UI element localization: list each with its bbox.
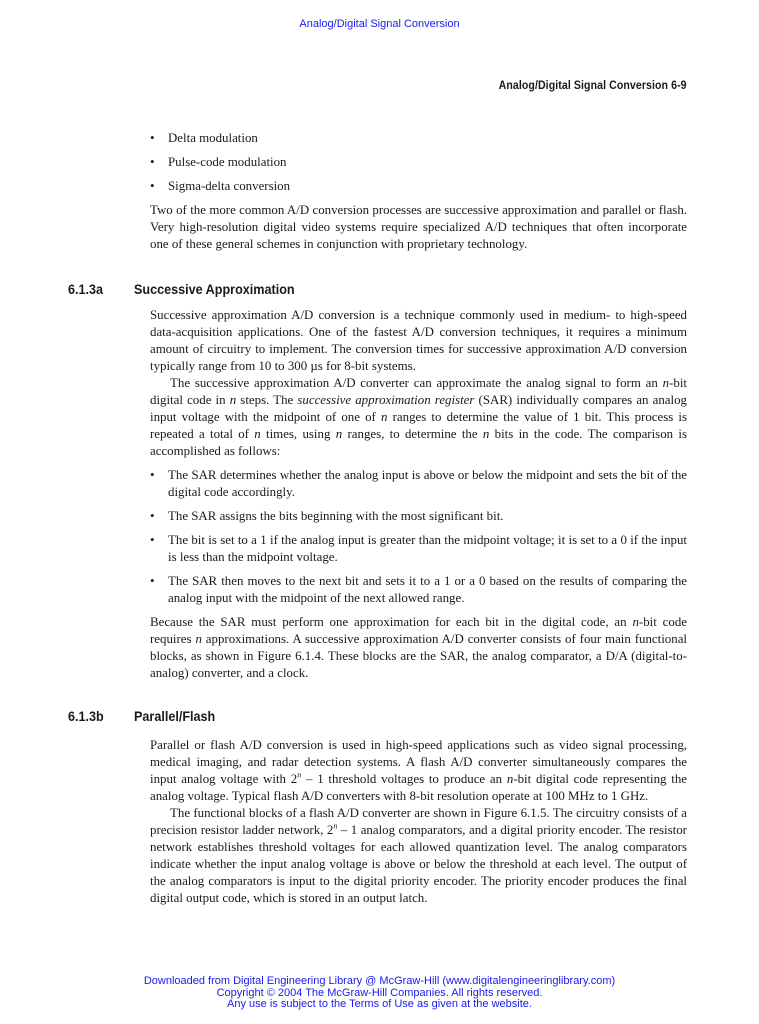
section-b-body bbox=[150, 737, 687, 907]
paragraph: Successive approximation A/D conversion is a technique commonly used in medium- to high-speed data-acquisition applications. One of the fastest A/D conversion techniques, it requires a minimum amount of circuitry to implement. The conversion times for successive approximation A/D conversion typically range from 10 to 300 µs for 8-bit systems. bbox=[150, 308, 687, 373]
paragraph: Because the SAR must perform one approximation for each bit in the digital code, an n-bit code requires n approximations. A successive approximation A/D converter consists of four main functional blocks, as shown in Figure 6.1.4. These blocks are the SAR, the analog comparator, a D/A (digital-to-analog) converter, and a clock. bbox=[150, 615, 687, 680]
list-item: • Sigma-delta conversion bbox=[150, 178, 687, 195]
list-item: • The SAR determines whether the analog input is above or below the midpoint and sets the bit of the digital code accordingly. bbox=[150, 467, 687, 501]
running-head: Analog/Digital Signal Conversion 6-9 bbox=[498, 78, 687, 92]
footer-copyright: Copyright © 2004 The McGraw-Hill Companies. All rights reserved. bbox=[216, 986, 543, 999]
footer bbox=[0, 976, 759, 1011]
intro-paragraph: Two of the more common A/D conversion processes are successive approximation and parallel or flash. Very high-resolution digital video systems require specialized A/D techniques that often incorporate one of these general schemes in conjunction with proprietary technology. bbox=[150, 203, 687, 251]
paragraph: Parallel or flash A/D conversion is used in high-speed applications such as video signal processing, medical imaging, and radar detection systems. A flash A/D converter simultaneously compares the input analog voltage with 2$^n$ – 1 threshold voltages to produce an n-bit digital code representing the analog voltage. Typical flash A/D converters with 8-bit resolution operate at 100 MHz to 1 GHz. bbox=[150, 738, 687, 803]
list-item: • The bit is set to a 1 if the analog input is greater than the midpoint voltage; it is set to a 0 if the input is less than the midpoint voltage. bbox=[150, 532, 687, 566]
section-title: Parallel/Flash bbox=[134, 708, 216, 724]
footer-download-link[interactable]: Downloaded from Digital Engineering Library @ McGraw-Hill (www.digitalengineeringlibrary.com) bbox=[143, 975, 616, 987]
section-number: 6.1.3b bbox=[68, 708, 104, 724]
section-number: 6.1.3a bbox=[68, 281, 104, 297]
list-item: • Pulse-code modulation bbox=[150, 154, 687, 171]
section-title: Successive Approximation bbox=[134, 281, 295, 297]
list-item: • The SAR assigns the bits beginning with the most significant bit. bbox=[150, 508, 687, 525]
paragraph: The successive approximation A/D converter can approximate the analog signal to form an n-bit digital code in n steps. The successive approximation register (SAR) individually compares an analog input voltage with the midpoint of one of n ranges to determine the value of 1 bit. This process is repeated a total of n times, using n ranges, to determine the n bits in the code. The comparison is accomplished as follows: bbox=[150, 376, 687, 458]
list-item: • The SAR then moves to the next bit and sets it to a 1 or a 0 based on the results of comparing the analog input with the midpoint of the next allowed range. bbox=[150, 573, 687, 607]
top-header-link[interactable]: Analog/Digital Signal Conversion bbox=[299, 18, 460, 30]
intro-block bbox=[150, 130, 687, 253]
list-item: • Delta modulation bbox=[150, 130, 687, 147]
footer-terms-link[interactable]: Any use is subject to the Terms of Use as given at the website. bbox=[227, 998, 532, 1010]
paragraph: The functional blocks of a flash A/D converter are shown in Figure 6.1.5. The circuitry consists of a precision resistor ladder network, 2$^n$ – 1 analog comparators, and a digital priority encoder. The resistor network establishes threshold voltages for each allowed quantization level. The analog comparators indicate whether the input analog voltage is above or below the threshold at each level. The output of the analog comparators is input to the digital priority encoder. The priority encoder produces the final digital output code, which is stored in an output latch. bbox=[150, 806, 687, 905]
section-a-body bbox=[150, 307, 687, 682]
